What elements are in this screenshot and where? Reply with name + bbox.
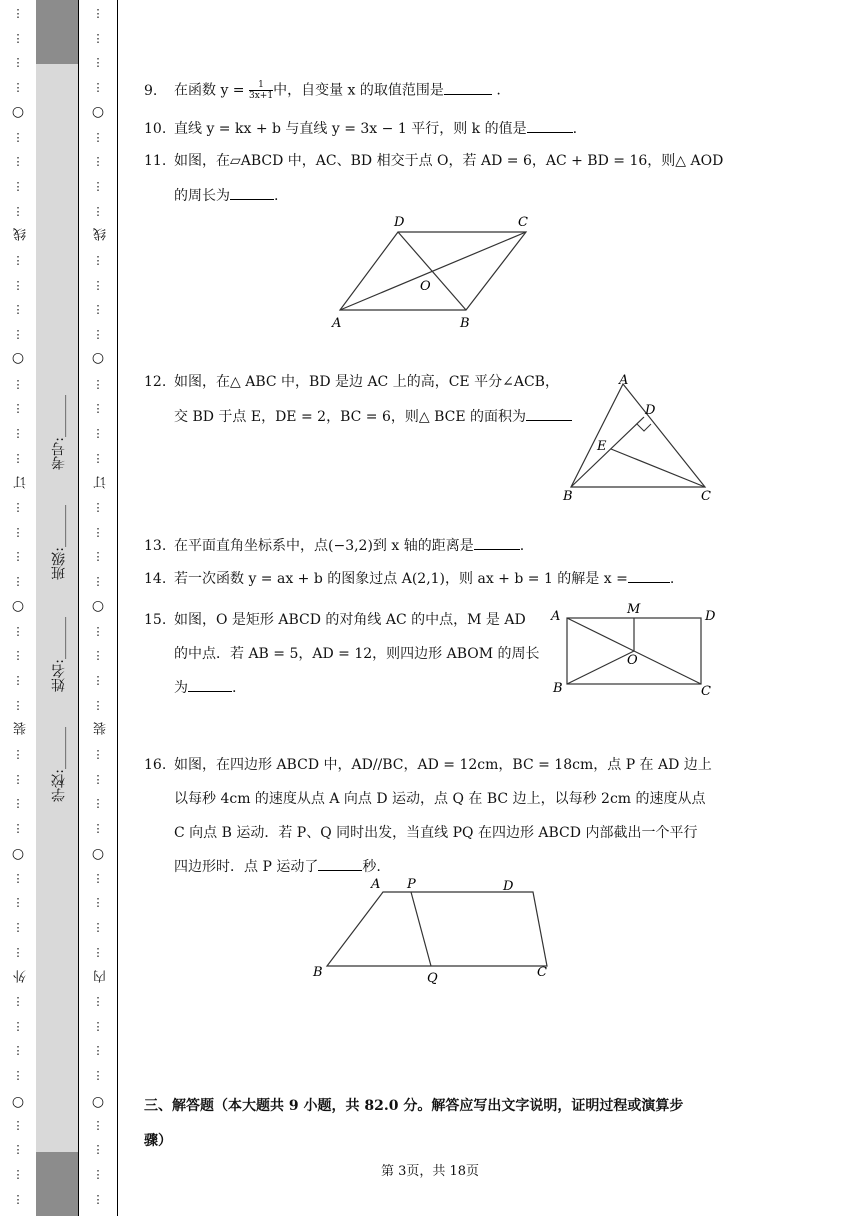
- label-D: D: [705, 609, 716, 624]
- label-C: C: [537, 965, 547, 980]
- vertical-ellipsis-mark: ⋮: [92, 575, 104, 589]
- vertical-ellipsis-mark: ⋮: [92, 772, 104, 786]
- vertical-ellipsis-mark: ⋮: [12, 624, 24, 638]
- question-number: 16.: [144, 757, 167, 773]
- vertical-ellipsis-mark: ⋮: [92, 920, 104, 934]
- label-A: A: [332, 316, 342, 331]
- vertical-ellipsis-mark: ⋮: [92, 896, 104, 910]
- vertical-ellipsis-mark: ⋮: [12, 525, 24, 539]
- label-B: B: [460, 316, 470, 331]
- vertical-ellipsis-mark: ⋮: [92, 673, 104, 687]
- vertical-ellipsis-mark: ⋮: [92, 698, 104, 712]
- answer-blank[interactable]: [444, 81, 492, 95]
- vertical-ellipsis-mark: ⋮: [92, 797, 104, 811]
- q15-end: .: [232, 680, 237, 696]
- inner-mark-nei: 内: [94, 970, 109, 983]
- question-number: 15.: [144, 612, 167, 628]
- vertical-ellipsis-mark: ⋮: [92, 550, 104, 564]
- question-15: [144, 603, 540, 705]
- label-E: E: [597, 439, 607, 454]
- vertical-ellipsis-mark: ⋮: [92, 377, 104, 391]
- vertical-ellipsis-mark: ⋮: [92, 254, 104, 267]
- vertical-ellipsis-mark: ⋮: [92, 871, 104, 885]
- vertical-ellipsis-mark: ⋮: [12, 575, 24, 589]
- vertical-ellipsis-mark: ⋮: [12, 1019, 24, 1033]
- label-A: A: [619, 373, 629, 388]
- label-B: B: [553, 681, 563, 696]
- vertical-ellipsis-mark: ⋮: [92, 204, 104, 218]
- vertical-ellipsis-mark: ⋮: [12, 550, 24, 564]
- label-B: B: [313, 965, 323, 980]
- vertical-ellipsis-mark: ⋮: [12, 501, 24, 514]
- q14-end: .: [669, 571, 675, 587]
- q12-line1: 如图，在△ ABC 中，BD 是边 AC 上的高，CE 平分∠ACB，: [174, 374, 559, 390]
- label-C: C: [518, 215, 528, 230]
- vertical-ellipsis-mark: ⋮: [12, 303, 24, 317]
- vertical-ellipsis-mark: ⋮: [92, 1118, 104, 1132]
- vertical-ellipsis-mark: ⋮: [92, 748, 104, 761]
- label-B: B: [563, 489, 573, 504]
- q15-line1: 如图，O 是矩形 ABCD 的对角线 AC 的中点，M 是 AD: [174, 612, 526, 628]
- vertical-ellipsis-mark: ⋮: [12, 698, 24, 712]
- inner-mark-zhuang: 装: [94, 722, 109, 735]
- vertical-ellipsis-mark: ⋮: [92, 501, 104, 514]
- vertical-ellipsis-mark: ⋮: [12, 451, 24, 465]
- inner-dots: [79, 0, 117, 1216]
- vertical-ellipsis-mark: ⋮: [12, 426, 24, 440]
- outer-mark-wai: 外: [14, 970, 29, 983]
- answer-blank[interactable]: [318, 857, 362, 871]
- vertical-ellipsis-mark: ⋮: [12, 278, 24, 292]
- answer-blank[interactable]: [188, 678, 232, 692]
- q9-text-b: 中，自变量 x 的取值范围是: [273, 82, 444, 99]
- vertical-ellipsis-mark: ⋮: [92, 1167, 104, 1181]
- vertical-ellipsis-mark: ⋮: [92, 7, 104, 20]
- vertical-ellipsis-mark: ⋮: [92, 1192, 104, 1206]
- vertical-ellipsis-mark: ⋮: [12, 254, 24, 267]
- vertical-ellipsis-mark: ⋮: [12, 402, 24, 416]
- question-number: 13.: [144, 538, 167, 554]
- question-16: [144, 748, 712, 884]
- label-D: D: [503, 879, 514, 894]
- label-C: C: [701, 489, 711, 504]
- circle-mark: ○: [91, 1094, 105, 1110]
- answer-blank[interactable]: [230, 186, 274, 200]
- circle-mark: ○: [11, 1094, 25, 1110]
- vertical-ellipsis-mark: ⋮: [12, 896, 24, 910]
- label-C: C: [701, 684, 711, 699]
- question-10: [144, 119, 577, 138]
- vertical-ellipsis-mark: ⋮: [12, 1167, 24, 1181]
- question-number: 14.: [144, 571, 167, 587]
- section-heading-line1: 三、解答题（本大题共 9 小题，共 82.0 分。解答应写出文字说明，证明过程或演算步: [144, 1098, 684, 1114]
- outer-mark-zhuang: 装: [14, 722, 29, 735]
- vertical-ellipsis-mark: ⋮: [12, 920, 24, 934]
- vertical-ellipsis-mark: ⋮: [12, 377, 24, 391]
- question-12: [144, 373, 572, 426]
- q16-line3: C 向点 B 运动．若 P、Q 同时出发，当直线 PQ 在四边形 ABCD 内部截出一个平行: [174, 825, 698, 841]
- label-D: D: [394, 215, 405, 230]
- vertical-ellipsis-mark: ⋮: [12, 130, 24, 144]
- circle-mark: ○: [11, 846, 25, 862]
- class-field[interactable]: 班级:______: [51, 505, 67, 580]
- circle-mark: ○: [91, 104, 105, 120]
- q10-text: 直线 y = kx + b 与直线 y = 3x − 1 平行，则 k 的值是: [174, 121, 527, 137]
- outer-mark-xian: 线: [14, 228, 29, 241]
- fraction-denominator: 3x+1: [249, 91, 274, 101]
- vertical-ellipsis-mark: ⋮: [12, 179, 24, 193]
- figure-rectangle: [545, 600, 725, 700]
- vertical-ellipsis-mark: ⋮: [92, 155, 104, 169]
- vertical-ellipsis-mark: ⋮: [12, 995, 24, 1008]
- label-Q: Q: [427, 971, 438, 986]
- vertical-ellipsis-mark: ⋮: [92, 56, 104, 70]
- vertical-ellipsis-mark: ⋮: [12, 1143, 24, 1157]
- vertical-ellipsis-mark: ⋮: [12, 822, 24, 836]
- q11-line1: 如图，在▱ABCD 中，AC、BD 相交于点 O，若 AD = 6，AC + BD = 16，则△ AOD: [174, 153, 724, 169]
- section-heading-line2: 骤）: [144, 1133, 172, 1149]
- vertical-ellipsis-mark: ⋮: [92, 1044, 104, 1058]
- vertical-ellipsis-mark: ⋮: [92, 278, 104, 292]
- question-number: 9.: [144, 82, 158, 99]
- figure-parallelogram: [320, 210, 540, 335]
- vertical-ellipsis-mark: ⋮: [92, 525, 104, 539]
- vertical-ellipsis-mark: ⋮: [92, 402, 104, 416]
- vertical-ellipsis-mark: ⋮: [12, 31, 24, 45]
- circle-mark: ○: [91, 598, 105, 614]
- vertical-ellipsis-mark: ⋮: [92, 624, 104, 638]
- vertical-ellipsis-mark: ⋮: [92, 328, 104, 342]
- q10-end: .: [572, 121, 578, 137]
- vertical-ellipsis-mark: ⋮: [12, 56, 24, 70]
- question-9: [144, 80, 501, 101]
- answer-blank[interactable]: [474, 536, 520, 550]
- vertical-ellipsis-mark: ⋮: [12, 81, 24, 95]
- q16-end: 秒.: [362, 859, 381, 875]
- vertical-ellipsis-mark: ⋮: [12, 772, 24, 786]
- answer-blank[interactable]: [527, 119, 573, 133]
- q16-line2: 以每秒 4cm 的速度从点 A 向点 D 运动，点 Q 在 BC 边上，以每秒 2cm 的速度从点: [174, 791, 706, 807]
- vertical-ellipsis-mark: ⋮: [12, 673, 24, 687]
- circle-mark: ○: [11, 598, 25, 614]
- question-number: 12.: [144, 374, 167, 390]
- label-O: O: [420, 279, 431, 294]
- inner-mark-ding: 订: [94, 476, 109, 489]
- info-strip-top-block: [36, 0, 78, 64]
- vertical-ellipsis-mark: ⋮: [12, 204, 24, 218]
- info-strip: [36, 0, 78, 1216]
- vertical-ellipsis-mark: ⋮: [12, 797, 24, 811]
- vertical-ellipsis-mark: ⋮: [12, 945, 24, 959]
- q15-line3: 为: [174, 680, 188, 696]
- vertical-ellipsis-mark: ⋮: [92, 1019, 104, 1033]
- label-O: O: [627, 653, 638, 668]
- vertical-ellipsis-mark: ⋮: [92, 81, 104, 95]
- q16-line4: 四边形时．点 P 运动了: [174, 859, 319, 875]
- name-field[interactable]: 姓名:______: [51, 617, 67, 692]
- label-P: P: [407, 877, 416, 892]
- q12-line2: 交 BD 于点 E，DE = 2，BC = 6，则△ BCE 的面积为: [174, 409, 527, 425]
- circle-mark: ○: [91, 350, 105, 366]
- question-number: 10.: [144, 121, 167, 137]
- vertical-ellipsis-mark: ⋮: [92, 31, 104, 45]
- student-info-fields: [49, 395, 65, 825]
- vertical-ellipsis-mark: ⋮: [12, 1044, 24, 1058]
- label-A: A: [371, 877, 381, 892]
- vertical-ellipsis-mark: ⋮: [92, 822, 104, 836]
- q9-text-a: 在函数 y =: [174, 82, 249, 99]
- question-13: [144, 536, 524, 555]
- vertical-ellipsis-mark: ⋮: [12, 1192, 24, 1206]
- vertical-ellipsis-mark: ⋮: [12, 328, 24, 342]
- inner-mark-xian: 线: [94, 228, 109, 241]
- fraction-numerator: 1: [249, 80, 273, 91]
- vertical-ellipsis-mark: ⋮: [12, 1069, 24, 1083]
- label-D: D: [645, 403, 656, 418]
- outer-mark-ding: 订: [14, 476, 29, 489]
- vertical-ellipsis-mark: ⋮: [92, 179, 104, 193]
- vertical-ellipsis-mark: ⋮: [92, 649, 104, 663]
- question-14: [144, 569, 674, 588]
- label-M: M: [627, 602, 641, 617]
- q11-end: .: [274, 188, 279, 204]
- vertical-ellipsis-mark: ⋮: [12, 748, 24, 761]
- vertical-ellipsis-mark: ⋮: [12, 155, 24, 169]
- q16-line1: 如图，在四边形 ABCD 中，AD//BC，AD = 12cm，BC = 18cm，点 P 在 AD 边上: [174, 757, 712, 773]
- school-field[interactable]: 学校:______: [51, 727, 67, 802]
- fraction: [249, 80, 273, 101]
- q9-text-c: .: [491, 82, 501, 99]
- page-footer: 第 3页，共 18页: [380, 1164, 480, 1179]
- question-number: 11.: [144, 153, 167, 169]
- figure-triangle-abc: [555, 372, 725, 507]
- figure-trapezoid: [305, 870, 555, 990]
- vertical-ellipsis-mark: ⋮: [12, 871, 24, 885]
- vertical-ellipsis-mark: ⋮: [12, 649, 24, 663]
- vertical-ellipsis-mark: ⋮: [12, 1118, 24, 1132]
- q13-text: 在平面直角坐标系中，点(−3,2)到 x 轴的距离是: [174, 538, 474, 554]
- exam-no-field[interactable]: 考号:______: [51, 395, 67, 470]
- vertical-ellipsis-mark: ⋮: [12, 7, 24, 20]
- circle-mark: ○: [91, 846, 105, 862]
- answer-blank[interactable]: [628, 569, 670, 583]
- outer-binding-strip: [0, 0, 37, 1216]
- vertical-ellipsis-mark: ⋮: [92, 451, 104, 465]
- circle-mark: ○: [11, 350, 25, 366]
- q14-text: 若一次函数 y = ax + b 的图象过点 A(2,1)，则 ax + b = 1 的解是 x =: [174, 571, 628, 587]
- circle-mark: ○: [11, 104, 25, 120]
- question-11: [144, 152, 723, 205]
- vertical-ellipsis-mark: ⋮: [92, 303, 104, 317]
- outer-dots: [0, 0, 36, 1216]
- q11-line2: 的周长为: [174, 188, 230, 204]
- vertical-ellipsis-mark: ⋮: [92, 945, 104, 959]
- vertical-ellipsis-mark: ⋮: [92, 426, 104, 440]
- vertical-ellipsis-mark: ⋮: [92, 1069, 104, 1083]
- vertical-ellipsis-mark: ⋮: [92, 1143, 104, 1157]
- vertical-ellipsis-mark: ⋮: [92, 995, 104, 1008]
- inner-binding-strip: [78, 0, 118, 1216]
- label-A: A: [551, 609, 561, 624]
- vertical-ellipsis-mark: ⋮: [92, 130, 104, 144]
- q13-end: .: [519, 538, 525, 554]
- q15-line2: 的中点．若 AB = 5，AD = 12，则四边形 ABOM 的周长: [174, 646, 540, 662]
